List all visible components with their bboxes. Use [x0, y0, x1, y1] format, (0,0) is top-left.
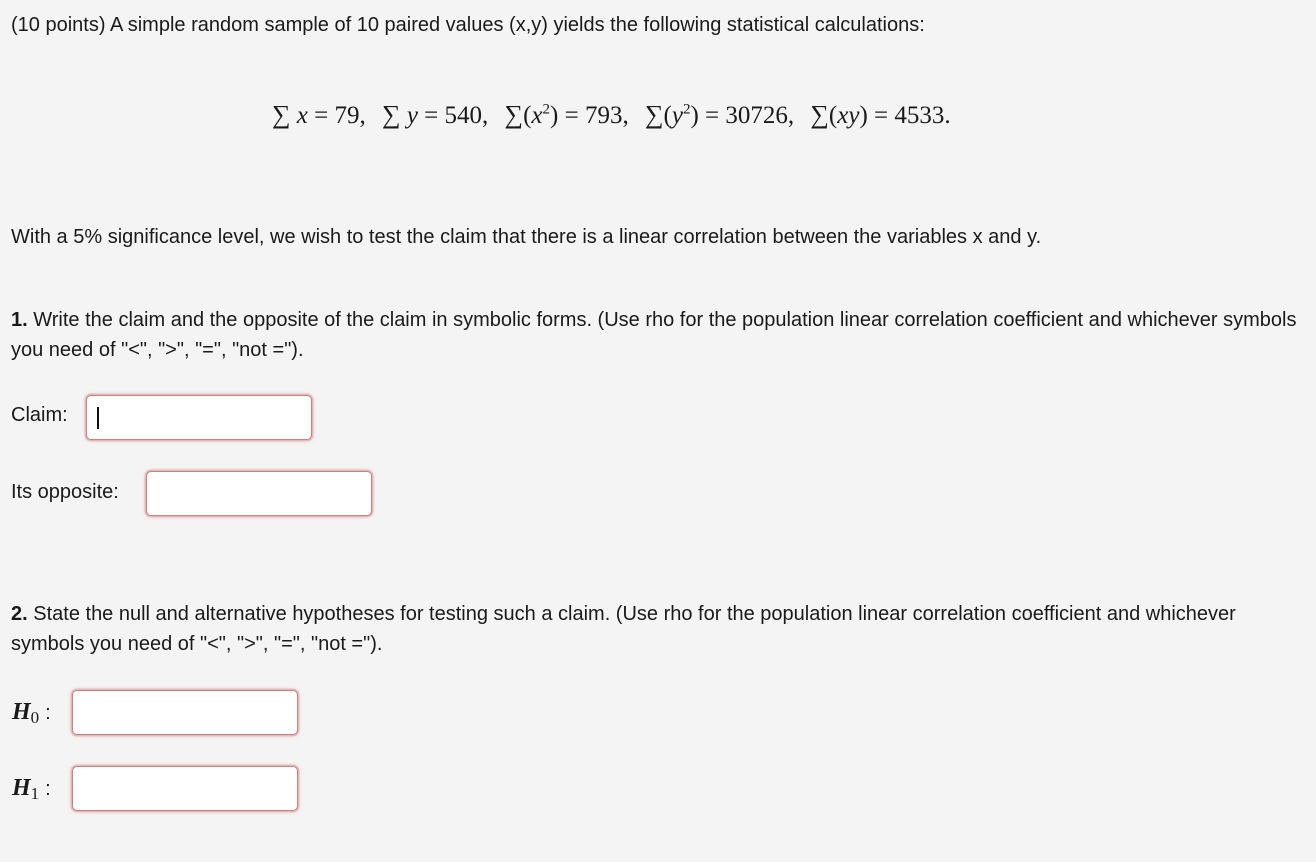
- opposite-input[interactable]: [146, 471, 372, 516]
- sum-y-value: = 540,: [424, 102, 489, 129]
- alternative-hypothesis-input[interactable]: [72, 766, 298, 811]
- claim-label: Claim:: [11, 404, 68, 426]
- text-cursor: [97, 407, 99, 429]
- part1-text: Write the claim and the opposite of the claim in symbolic forms. (Use rho for the population linear correlation coefficient and whichever symbols you need of "<", ">", "=", "not =").: [11, 309, 1297, 361]
- alternative-hypothesis-label: $H_1$ :: [12, 775, 51, 803]
- sigma-symbol: ∑: [810, 100, 829, 129]
- part2-text: State the null and alternative hypotheses for testing such a claim. (Use rho for the population linear correlation coefficient and whichever symbols you need of "<", ">", "=", "not =").: [11, 603, 1236, 655]
- sigma-symbol: ∑: [272, 100, 291, 129]
- summary-statistics: ∑ x = 79, ∑ y = 540, $\sum(x^2) = 793$, $\sum(y^2) = 30726$, ∑(xy) = 4533.: [272, 100, 951, 129]
- sigma-symbol: ∑: [382, 100, 401, 129]
- part1-number: 1.: [11, 309, 28, 331]
- significance-statement: With a 5% significance level, we wish to test the claim that there is a linear correlation between the variables x and y.: [11, 226, 1042, 248]
- null-hypothesis-input[interactable]: [72, 690, 298, 735]
- part2-prompt: [11, 599, 1301, 659]
- sum-y2-value: = 30726,: [705, 102, 795, 129]
- sigma-symbol: ∑: [504, 100, 524, 129]
- question-intro: (10 points) A simple random sample of 10 paired values (x,y) yields the following statistical calculations:: [11, 14, 925, 36]
- sum-x-value: = 79,: [314, 102, 366, 129]
- part2-number: 2.: [11, 603, 28, 625]
- sigma-symbol: ∑: [644, 100, 664, 129]
- part1-prompt: [11, 305, 1301, 365]
- claim-input[interactable]: [86, 395, 312, 440]
- opposite-label: Its opposite:: [11, 481, 119, 503]
- sum-x2-value: = 793,: [564, 102, 629, 129]
- sum-xy-value: = 4533.: [874, 102, 951, 129]
- null-hypothesis-label: $H_0$ :: [12, 699, 51, 727]
